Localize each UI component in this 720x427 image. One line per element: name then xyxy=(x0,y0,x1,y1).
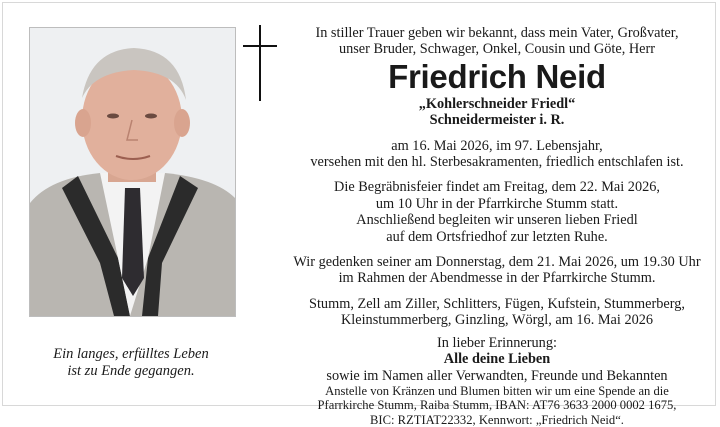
remembrance: In lieber Erinnerung: xyxy=(437,334,557,351)
memorial-line: im Rahmen der Abendmesse in der Pfarrkirche Stumm. xyxy=(338,270,656,287)
nickname: „Kohlerschneider Friedl“ xyxy=(418,95,576,112)
intro-line: In stiller Trauer geben wir bekannt, dass mein Vater, Großvater, xyxy=(315,25,679,41)
donation-line: Anstelle von Kränzen und Blumen bitten wir um eine Spende an die xyxy=(325,383,669,398)
family: Alle deine Lieben xyxy=(443,351,551,368)
funeral-line: auf dem Ortsfriedhof zur letzten Ruhe. xyxy=(386,228,608,245)
intro-line: unser Bruder, Schwager, Onkel, Cousin und Göte, Herr xyxy=(338,41,656,58)
funeral-line: Anschließend begleiten wir unseren lieben Friedl xyxy=(356,212,638,229)
portrait-illustration xyxy=(30,28,235,316)
relatives: sowie im Namen aller Verwandten, Freunde und Bekannten xyxy=(326,367,668,384)
death-line: am 16. Mai 2026, im 97. Lebensjahr, xyxy=(391,137,603,154)
profession: Schneidermeister i. R. xyxy=(429,112,565,129)
funeral-line: Die Begräbnisfeier findet am Freitag, dem 22. Mai 2026, xyxy=(334,179,660,196)
cross-icon xyxy=(243,25,277,101)
funeral-line: um 10 Uhr in der Pfarrkirche Stumm statt. xyxy=(375,195,619,212)
obituary-card xyxy=(2,2,716,427)
obituary-text xyxy=(275,25,719,427)
quote-line: ist zu Ende gegangen. xyxy=(67,363,195,379)
place-line: Kleinstummerberg, Ginzling, Wörgl, am 16. Mai 2026 xyxy=(340,312,654,329)
death-line: versehen mit den hl. Sterbesakramenten, friedlich entschlafen ist. xyxy=(310,154,684,171)
quote-line: Ein langes, erfülltes Leben xyxy=(53,346,209,362)
deceased-name: Friedrich Neid xyxy=(388,57,606,95)
memorial-line: Wir gedenken seiner am Donnerstag, dem 21. Mai 2026, um 19.30 Uhr xyxy=(293,254,701,271)
donation-line: BIC: RZTIAT22332, Kennwort: „Friedrich Neid“. xyxy=(370,412,624,427)
donation-line: Pfarrkirche Stumm, Raiba Stumm, IBAN: AT76 3633 2000 0002 1675, xyxy=(317,398,677,413)
quote xyxy=(23,346,239,380)
donation-note xyxy=(275,384,719,427)
portrait-photo xyxy=(29,27,236,317)
place-line: Stumm, Zell am Ziller, Schlitters, Fügen, Kufstein, Stummerberg, xyxy=(309,295,685,312)
